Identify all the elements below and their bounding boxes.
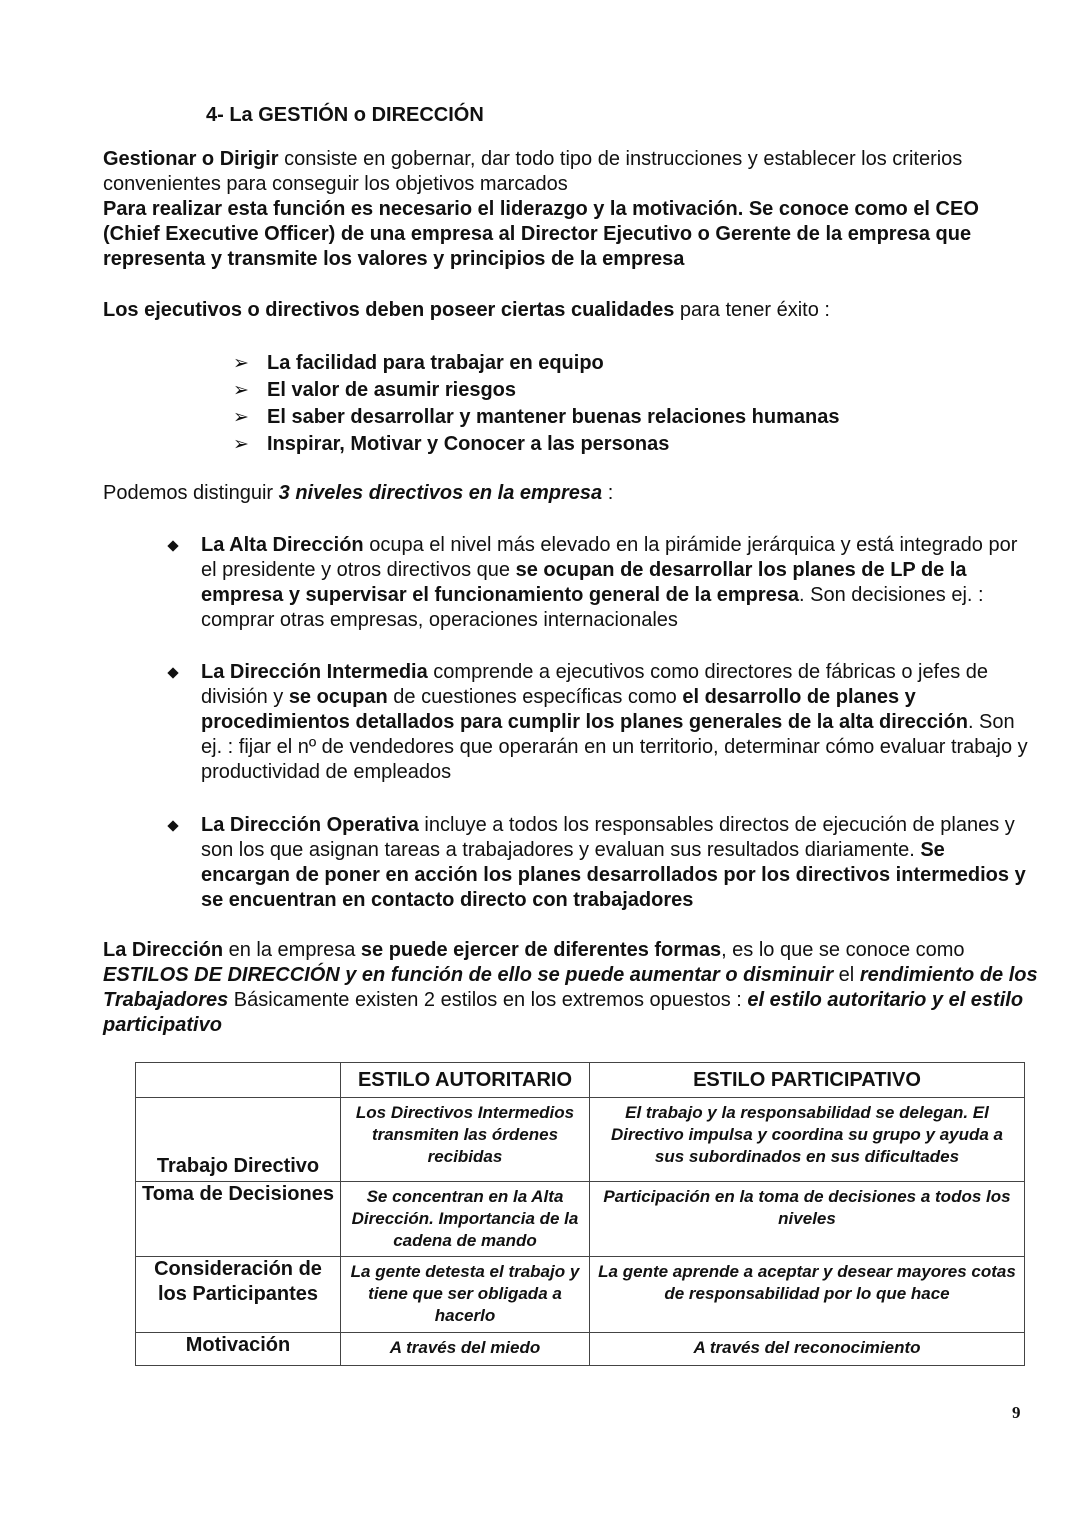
diamond-bullet-icon: [167, 667, 178, 678]
levels-intro-emph: 3 niveles directivos en la empresa: [278, 482, 603, 504]
table-header-empty: [136, 1063, 341, 1098]
arrowhead-bullet-icon: ➢: [233, 407, 249, 428]
row-label: Consideración de los Participantes: [136, 1257, 341, 1333]
arrowhead-bullet-icon: ➢: [233, 353, 249, 374]
cell-participativo: Participación en la toma de decisiones a todos los niveles: [590, 1182, 1025, 1257]
cell-autoritario: Se concentran en la Alta Dirección. Importancia de la cadena de mando: [341, 1182, 590, 1257]
table-row: [136, 1333, 1025, 1366]
table-row: [136, 1182, 1025, 1257]
table-header-autoritario: ESTILO AUTORITARIO: [341, 1063, 590, 1098]
list-item: La Dirección Intermedia comprende a ejecutivos como directores de fábricas o jefes de división y se ocupan de cuestiones específicas como el desarrollo de planes y procedimientos detallados para cumplir los planes generales de la alta dirección. Son ej. : fijar el nº de vendedores que operarán en un territorio, determinar cómo evaluar trabajo y productividad de empleados: [166, 660, 1036, 785]
level-direccion-operativa: [166, 813, 1036, 913]
management-styles-table: [135, 1062, 1025, 1366]
qualities-lead-bold: Los ejecutivos o directivos deben poseer ciertas cualidades: [103, 299, 675, 321]
ceo-text: Para realizar esta función es necesario el liderazgo y la motivación. Se conoce como el CEO (Chief Executive Officer) de una empresa al Director Ejecutivo o Gerente de la empresa que representa y transmite los valores y principios de la empresa: [103, 198, 979, 270]
table-header-participativo: ESTILO PARTICIPATIVO: [590, 1063, 1025, 1098]
table-row: [136, 1257, 1025, 1333]
level-direccion-intermedia: [166, 660, 1036, 785]
term-gestionar: Gestionar o Dirigir: [103, 148, 279, 170]
page-number: 9: [1012, 1403, 1021, 1422]
list-item: La Alta Dirección ocupa el nivel más elevado en la pirámide jerárquica y está integrado por el presidente y otros directivos que se ocupan de desarrollar los planes de LP de la empresa y supervisar el funcionamiento general de la empresa. Son decisiones ej. : comprar otras empresas, operaciones internacionales: [166, 533, 1036, 633]
table-header-row: [136, 1063, 1025, 1098]
levels-intro: Podemos distinguir 3 niveles directivos en la empresa :: [103, 482, 614, 504]
row-label: Trabajo Directivo: [136, 1098, 341, 1182]
list-item: ➢ El saber desarrollar y mantener buenas relaciones humanas: [233, 404, 839, 431]
table-row: [136, 1098, 1025, 1182]
level-alta-direccion: [166, 533, 1036, 633]
section-heading: 4- La GESTIÓN o DIRECCIÓN: [206, 104, 484, 126]
cell-autoritario: Los Directivos Intermedios transmiten las órdenes recibidas: [341, 1098, 590, 1182]
row-label: Motivación: [136, 1333, 341, 1366]
intro-paragraph: [103, 147, 1038, 272]
cell-autoritario: A través del miedo: [341, 1333, 590, 1366]
diamond-bullet-icon: [167, 540, 178, 551]
arrowhead-bullet-icon: ➢: [233, 434, 249, 455]
list-item: ➢ La facilidad para trabajar en equipo: [233, 350, 839, 377]
definition-text: consiste en gobernar, dar todo tipo de instrucciones y establecer los criterios convenientes para conseguir los objetivos marcados: [103, 148, 963, 195]
styles-paragraph: La Dirección en la empresa se puede ejercer de diferentes formas, es lo que se conoce como ESTILOS DE DIRECCIÓN y en función de ello se puede aumentar o disminuir el rendimiento de los Trabajadores Básicamente existen 2 estilos en los extremos opuestos : el estilo autoritario y el estilo participativo: [103, 939, 1038, 1036]
list-item: La Dirección Operativa incluye a todos los responsables directos de ejecución de planes y son los que asignan tareas a trabajadores y evaluan sus resultados diariamente. Se encargan de poner en acción los planes desarrollados por los directivos intermedios y se encuentran en contacto directo con trabajadores: [166, 813, 1036, 913]
cell-autoritario: La gente detesta el trabajo y tiene que ser obligada a hacerlo: [341, 1257, 590, 1333]
list-item: ➢ El valor de asumir riesgos: [233, 377, 839, 404]
qualities-lead-rest: para tener éxito :: [674, 299, 830, 321]
qualities-list: [233, 350, 839, 458]
diamond-bullet-icon: [167, 820, 178, 831]
cell-participativo: La gente aprende a aceptar y desear mayores cotas de responsabilidad por lo que hace: [590, 1257, 1025, 1333]
arrowhead-bullet-icon: ➢: [233, 380, 249, 401]
cell-participativo: El trabajo y la responsabilidad se delegan. El Directivo impulsa y coordina su grupo y ayuda a sus subordinados en sus dificultades: [590, 1098, 1025, 1182]
row-label: Toma de Decisiones: [136, 1182, 341, 1257]
list-item: ➢ Inspirar, Motivar y Conocer a las personas: [233, 431, 839, 458]
qualities-lead: [103, 298, 1038, 323]
cell-participativo: A través del reconocimiento: [590, 1333, 1025, 1366]
